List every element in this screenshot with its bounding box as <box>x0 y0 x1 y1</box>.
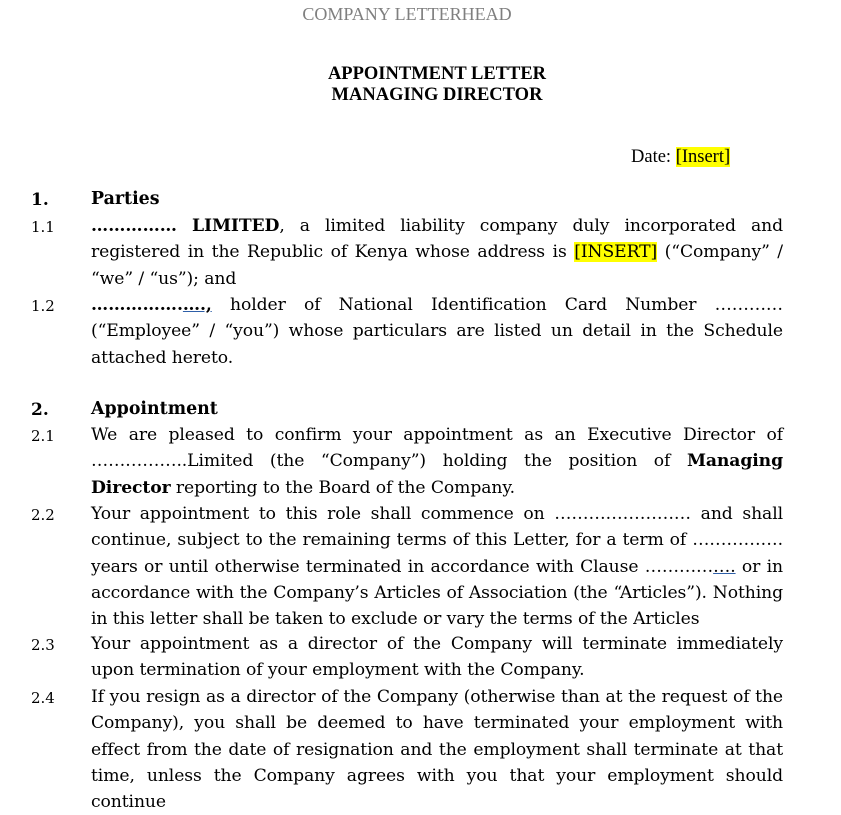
section-2-number: 2. <box>31 400 49 420</box>
date-line <box>631 147 730 168</box>
employee-name-blank: ……………. <box>91 295 183 315</box>
clause-2-2-text: Your appointment to this role shall commence on …………………… and shall continue, subject to the remaining terms of this Letter, for a term of ……………. years or until otherwise terminated in accordance with Clause ……………. or in accordance with the Company’s Articles of Association (the “Articles”). Nothing in this letter shall be taken to exclude or vary the terms of the Articles <box>91 504 783 630</box>
date-placeholder[interactable]: [Insert] <box>675 147 731 167</box>
clause-2-4-text: If you resign as a director of the Company (otherwise than at the request of the Company), you shall be deemed to have terminated your employment with effect from the date of resignation and the employment shall terminate at that time, unless the Company agrees with you that your employment should continue <box>91 687 783 813</box>
position-title: Managing Director <box>91 451 783 498</box>
date-label: Date: <box>631 147 676 167</box>
clause-1-2-text: …………….…., holder of National Identification Card Number ………… (“Employee” / “you”) whose particulars are listed un detail in the Schedule attached hereto. <box>91 295 783 368</box>
limited-label: LIMITED <box>192 216 280 236</box>
clause-2-3-number: 2.3 <box>31 636 55 654</box>
clause-1-1-number: 1.1 <box>31 218 55 236</box>
document-subtitle: MANAGING DIRECTOR <box>331 85 543 105</box>
document-title: APPOINTMENT LETTER <box>327 64 547 84</box>
section-2-heading: Appointment <box>91 399 218 419</box>
clause-2-1-number: 2.1 <box>31 427 55 445</box>
section-1-heading: Parties <box>91 189 160 209</box>
clause-2-3-text: Your appointment as a director of the Company will terminate immediately upon termination of your employment with the Company. <box>91 634 783 681</box>
letterhead: COMPANY LETTERHEAD <box>302 4 512 24</box>
company-name-blank: …………… <box>91 216 177 236</box>
clause-1-1-text: …………… LIMITED, a limited liability company duly incorporated and registered in the Republic of Kenya whose address is [INSERT] (“Company” / “we” / “us”); and <box>91 216 783 289</box>
address-placeholder[interactable]: [INSERT] <box>574 242 658 263</box>
clause-2-4-number: 2.4 <box>31 689 55 707</box>
clause-2-1-text: We are pleased to confirm your appointment as an Executive Director of ……………..Limited (the “Company”) holding the position of Managing Director reporting to the Board of the Company. <box>91 425 783 498</box>
clause-2-2-number: 2.2 <box>31 506 55 524</box>
section-1-number: 1. <box>31 190 49 210</box>
clause-1-2-number: 1.2 <box>31 297 55 315</box>
